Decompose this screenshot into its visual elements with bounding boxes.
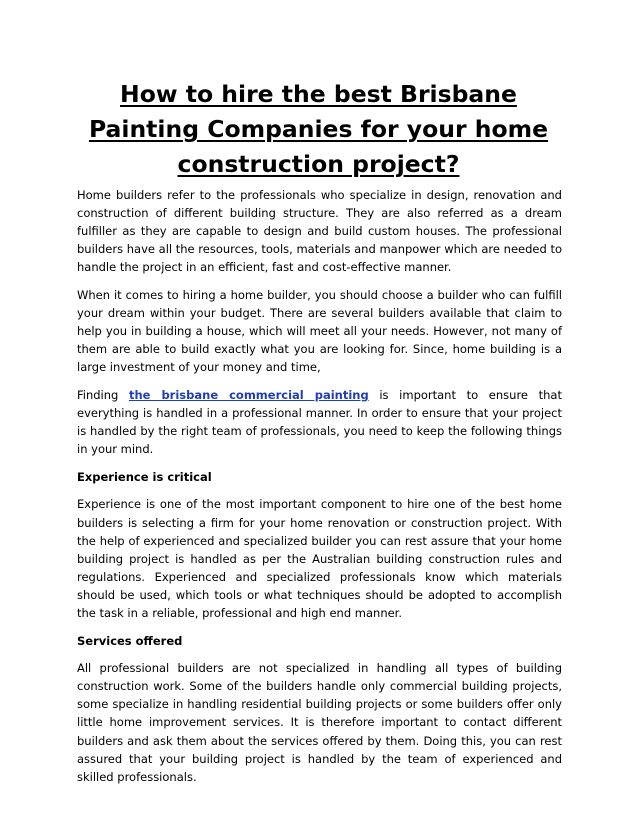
- finding-text-before: Finding: [77, 387, 129, 402]
- brisbane-commercial-painting-link[interactable]: the brisbane commercial painting: [128, 387, 369, 402]
- services-heading: Services offered: [77, 633, 183, 648]
- intro-paragraph: Home builders refer to the professionals who specialize in design, renovation and construction of different building structure. They are also referred as a dream fulfiller as they are capable to design and build custom houses. The professional builders have all the resources, tools, materials and manpower which are needed to handle the project in an efficient, fast and cost-effective manner.: [77, 188, 562, 275]
- document-body: [77, 186, 562, 795]
- finding-text-after: is important to ensure that everything is handled in a professional manner. In order to ensure that your project is handled by the right team of professionals, you need to keep the following things in your mind.: [77, 387, 562, 457]
- experience-heading: Experience is critical: [77, 469, 212, 484]
- hiring-paragraph: When it comes to hiring a home builder, you should choose a builder who can fulfill your dream within your budget. There are several builders available that claim to help you in building a house, which will meet all your needs. However, not many of them are able to build exactly what you are looking for. Since, home building is a large investment of your money and time,: [77, 287, 562, 375]
- page-title: How to hire the best Brisbane Painting Companies for your home construction project?: [88, 80, 549, 178]
- finding-paragraph: [77, 386, 562, 458]
- experience-paragraph: Experience is one of the most important component to hire one of the best home builders is selecting a firm for your home renovation or construction project. With the help of experienced and specialized builder you can rest assure that your home building project is handled as per the Australian building construction rules and regulations. Experienced and specialized professionals know which materials should be used, which tools or what techniques should be adopted to accomplish the task in a reliable, professional and high end manner.: [77, 497, 562, 620]
- services-paragraph: All professional builders are not specialized in handling all types of building construction work. Some of the builders handle only commercial building projects, some specialize in handling residential building projects or some builders offer only little home improvement services. It is therefore important to contact different builders and ask them about the services offered by them. Doing this, you can rest assured that your building project is handled by the team of experienced and skilled professionals.: [77, 661, 562, 784]
